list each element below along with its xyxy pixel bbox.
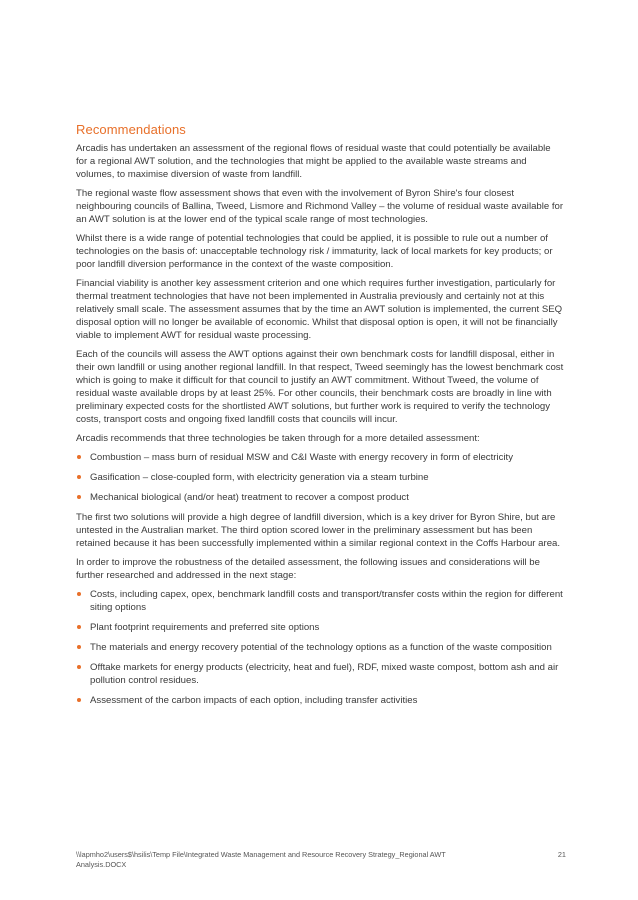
bullet-icon [77,592,81,596]
paragraph: Arcadis recommends that three technologies be taken through for a more detailed assessment: [76,433,480,444]
paragraph: Each of the councils will assess the AWT options against their own benchmark costs for landfill disposal, either in their own landfill or using another regional landfill. In that respect, Tweed seemingly has the lowest benchmark cost which is going to make it difficult for that council to justify an AWT commitment. Without Tweed, the volume of residual waste available drops by at least 25%. For other councils, their benchmark costs are broadly in line with preliminary expected costs for the shortlisted AWT solutions, but further work is required to verify the technology costs, transport costs and ongoing fixed landfill costs that councils will incur. [76,349,564,425]
list-item [76,491,564,504]
section-heading: Recommendations [76,122,186,137]
paragraph: The regional waste flow assessment shows that even with the involvement of Byron Shire's four closest neighbouring councils of Ballina, Tweed, Lismore and Richmond Valley – the volume of residual waste available for an AWT solution is at the lower end of the typical scale range of most technologies. [76,188,564,225]
bullet-icon [77,625,81,629]
list-item-text: The materials and energy recovery potential of the technology options as a function of the waste composition [90,642,552,653]
paragraph: Financial viability is another key assessment criterion and one which requires further investigation, particularly for thermal treatment technologies that have not been implemented in Australia previously and certainly not at this relatively small scale. The assessment assumes that by the time an AWT solution is implemented, the current SEQ disposal option will no longer be available of economic. Whilst that disposal option is open, it will not be financially viable to implement AWT for residual waste processing. [76,278,563,341]
paragraph: Whilst there is a wide range of potential technologies that could be applied, it is possible to rule out a number of technologies on the basis of: unacceptable technology risk / immaturity, lack of local markets for key products; or poor landfill diversion performance in the context of the waste composition. [76,233,553,270]
list-item-text: Assessment of the carbon impacts of each option, including transfer activities [90,695,418,706]
list-item [76,451,564,464]
bullet-icon [77,698,81,702]
paragraph: The first two solutions will provide a high degree of landfill diversion, which is a key driver for Byron Shire, but are untested in the Australian market. The third option scored lower in the preliminary assessment but has been retained because it has been successfully implemented within a similar regional context in the Coffs Harbour area. [76,512,561,549]
technology-list [76,451,564,504]
bullet-icon [77,495,81,499]
page-footer [76,850,566,869]
bullet-icon [77,645,81,649]
list-item [76,621,564,634]
body-content [76,142,564,714]
list-item-text: Mechanical biological (and/or heat) treatment to recover a compost product [90,492,409,503]
list-item-text: Gasification – close-coupled form, with electricity generation via a steam turbine [90,472,429,483]
list-item [76,694,564,707]
list-item-text: Combustion – mass burn of residual MSW and C&I Waste with energy recovery in form of electricity [90,452,513,463]
list-item [76,641,564,654]
file-path: \\lapmho2\users$\hsilis\Temp File\Integrated Waste Management and Resource Recovery Strategy_Regional AWT Analysis.DOCX [76,850,446,869]
list-item [76,661,564,687]
paragraph: Arcadis has undertaken an assessment of the regional flows of residual waste that could potentially be available for a regional AWT solution, and the technologies that might be applied to the available waste streams and volumes, to maximise diversion of waste from landfill. [76,143,551,180]
bullet-icon [77,665,81,669]
bullet-icon [77,475,81,479]
page-number: 21 [557,850,566,859]
list-item-text: Offtake markets for energy products (electricity, heat and fuel), RDF, mixed waste compost, bottom ash and air pollution control residues. [90,662,559,686]
paragraph: In order to improve the robustness of the detailed assessment, the following issues and considerations will be further researched and addressed in the next stage: [76,557,540,581]
list-item [76,471,564,484]
list-item-text: Plant footprint requirements and preferred site options [90,622,320,633]
list-item [76,588,564,614]
list-item-text: Costs, including capex, opex, benchmark landfill costs and transport/transfer costs within the region for different siting options [90,589,563,613]
bullet-icon [77,455,81,459]
issues-list [76,588,564,707]
